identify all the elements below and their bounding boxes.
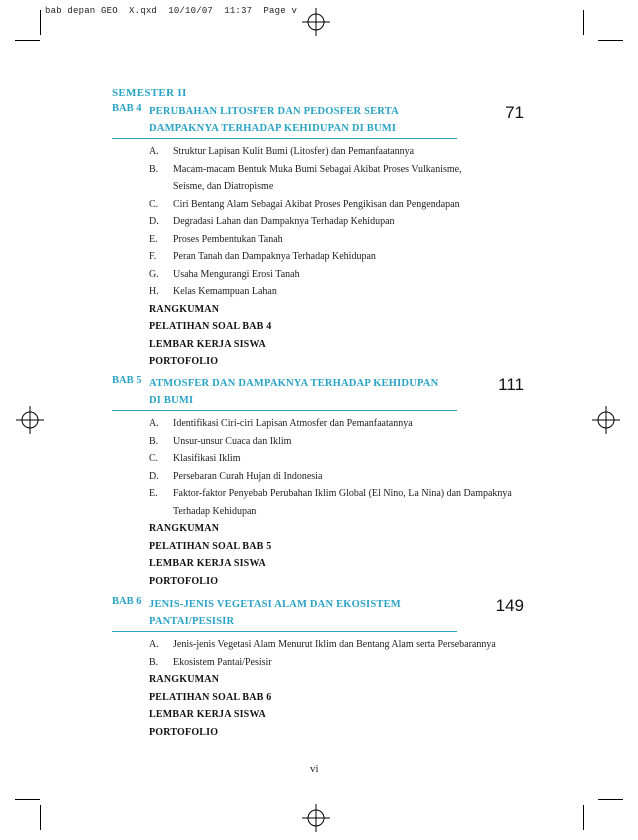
section-summary[interactable]: RANGKUMAN: [149, 674, 220, 685]
chapter-header: [112, 103, 532, 139]
registration-mark-icon: [302, 8, 330, 36]
topic-list: [149, 143, 532, 371]
list-item[interactable]: A. Identifikasi Ciri-ciri Lapisan Atmosfer dan Pemanfaatannya: [149, 418, 413, 429]
chapter-header: [112, 375, 532, 411]
chapter-header: [112, 596, 532, 632]
section-portfolio[interactable]: PORTOFOLIO: [149, 726, 219, 738]
registration-mark-icon: [16, 406, 44, 434]
chapter-page-number: 71: [505, 103, 524, 122]
chapter-title[interactable]: ATMOSFER DAN DAMPAKNYA TERHADAP KEHIDUPAN DI BUMI: [149, 378, 439, 406]
page-folio: vi: [310, 763, 319, 775]
registration-mark-icon: [302, 804, 330, 832]
crop-mark: [598, 799, 623, 800]
chapter-5: [112, 375, 532, 590]
list-item[interactable]: G. Usaha Mengurangi Erosi Tanah: [149, 268, 300, 280]
chapter-title[interactable]: PERUBAHAN LITOSFER DAN PEDOSFER SERTA DAMPAKNYA TERHADAP KEHIDUPAN DI BUMI: [149, 106, 399, 134]
list-item[interactable]: E. Faktor-faktor Penyebab Perubahan Iklim Global (El Nino, La Nina) dan Dampaknya Terhadap Kehidupan: [149, 488, 512, 517]
chapter-page-number: 149: [495, 596, 524, 615]
section-summary[interactable]: RANGKUMAN: [149, 523, 220, 534]
list-item[interactable]: A. Struktur Lapisan Kulit Bumi (Litosfer) dan Pemanfaatannya: [149, 146, 415, 157]
list-item[interactable]: D. Degradasi Lahan dan Dampaknya Terhadap Kehidupan: [149, 216, 395, 227]
section-exercises[interactable]: PELATIHAN SOAL BAB 6: [149, 691, 272, 703]
section-portfolio[interactable]: PORTOFOLIO: [149, 575, 219, 587]
crop-mark: [583, 10, 584, 35]
chapter-underline: [112, 410, 457, 411]
registration-mark-icon: [592, 406, 620, 434]
chapter-6: [112, 596, 532, 741]
section-worksheet[interactable]: LEMBAR KERJA SISWA: [149, 709, 266, 721]
list-item[interactable]: C. Ciri Bentang Alam Sebagai Akibat Proses Pengikisan dan Pengendapan: [149, 198, 460, 210]
chapter-underline: [112, 138, 457, 139]
crop-mark: [15, 40, 40, 41]
chapter-underline: [112, 631, 457, 632]
section-worksheet[interactable]: LEMBAR KERJA SISWA: [149, 338, 266, 350]
chapter-number: BAB 6: [112, 596, 142, 607]
section-portfolio[interactable]: PORTOFOLIO: [149, 356, 219, 368]
section-exercises[interactable]: PELATIHAN SOAL BAB 4: [149, 321, 272, 333]
semester-heading: SEMESTER II: [112, 87, 187, 99]
crop-mark: [598, 40, 623, 41]
section-exercises[interactable]: PELATIHAN SOAL BAB 5: [149, 540, 272, 552]
chapter-page-number: 111: [498, 375, 524, 394]
section-summary[interactable]: RANGKUMAN: [149, 303, 220, 315]
topic-list: [149, 415, 532, 590]
chapter-number: BAB 5: [112, 375, 142, 386]
crop-mark: [40, 805, 41, 830]
list-item[interactable]: F. Peran Tanah dan Dampaknya Terhadap Kehidupan: [149, 251, 376, 262]
list-item[interactable]: H. Kelas Kemampuan Lahan: [149, 286, 277, 297]
topic-list: [149, 636, 532, 741]
section-worksheet[interactable]: LEMBAR KERJA SISWA: [149, 558, 266, 570]
list-item[interactable]: B. Ekosistem Pantai/Pesisir: [149, 656, 272, 668]
list-item[interactable]: D. Persebaran Curah Hujan di Indonesia: [149, 470, 323, 482]
list-item[interactable]: E. Proses Pembentukan Tanah: [149, 233, 283, 245]
crop-mark: [15, 799, 40, 800]
list-item[interactable]: B. Unsur-unsur Cuaca dan Iklim: [149, 435, 292, 447]
chapter-4: [112, 103, 532, 371]
print-slug: bab depan GEO X.qxd 10/10/07 11:37 Page v: [45, 6, 298, 16]
chapter-title[interactable]: JENIS-JENIS VEGETASI ALAM DAN EKOSISTEM PANTAI/PESISIR: [149, 599, 401, 627]
chapter-number: BAB 4: [112, 103, 142, 114]
crop-mark: [40, 10, 41, 35]
list-item[interactable]: C. Klasifikasi Iklim: [149, 453, 241, 464]
list-item[interactable]: A. Jenis-jenis Vegetasi Alam Menurut Iklim dan Bentang Alam serta Persebarannya: [149, 639, 496, 650]
crop-mark: [583, 805, 584, 830]
list-item[interactable]: B. Macam-macam Bentuk Muka Bumi Sebagai Akibat Proses Vulkanisme, Seisme, dan Diatropisme: [149, 163, 462, 192]
